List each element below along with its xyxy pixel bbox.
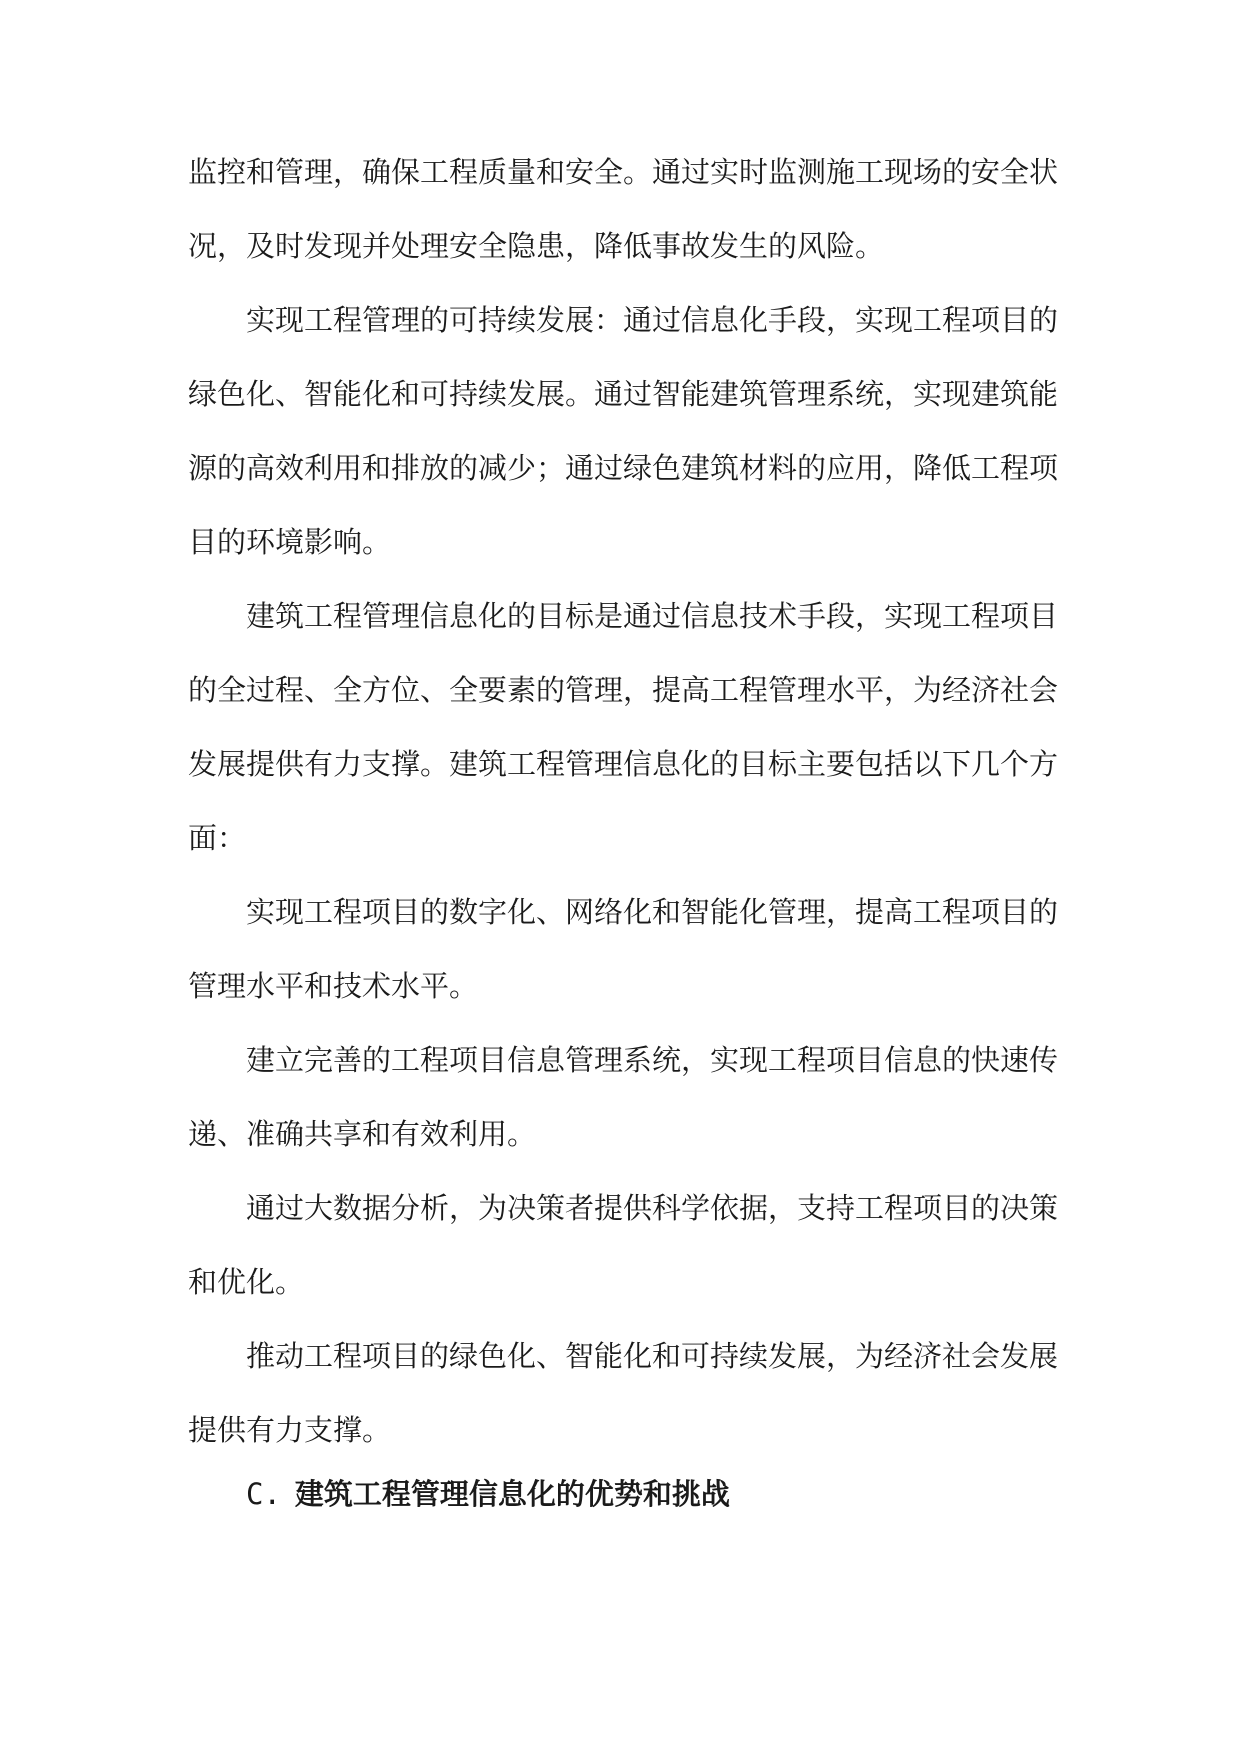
paragraph-3-line-2: 的全过程、全方位、全要素的管理，提高工程管理水平，为经济社会 <box>188 673 1059 707</box>
paragraph-4-line-2: 管理水平和技术水平。 <box>188 969 479 1003</box>
paragraph-3-line-1: 建筑工程管理信息化的目标是通过信息技术手段，实现工程项目 <box>246 599 1059 633</box>
section-heading <box>246 1474 730 1514</box>
paragraph-2-line-4: 目的环境影响。 <box>188 525 392 559</box>
paragraph-1-line-2: 况，及时发现并处理安全隐患，降低事故发生的风险。 <box>188 229 885 263</box>
paragraph-1-line-1: 监控和管理，确保工程质量和安全。通过实时监测施工现场的安全状 <box>188 155 1059 189</box>
paragraph-2-line-1: 实现工程管理的可持续发展：通过信息化手段，实现工程项目的 <box>246 303 1059 337</box>
paragraph-7-line-2: 提供有力支撑。 <box>188 1413 392 1447</box>
paragraph-5-line-1: 建立完善的工程项目信息管理系统，实现工程项目信息的快速传 <box>246 1043 1059 1077</box>
paragraph-3-line-4: 面： <box>188 821 247 855</box>
paragraph-4-line-1: 实现工程项目的数字化、网络化和智能化管理，提高工程项目的 <box>246 895 1059 929</box>
paragraph-2-line-3: 源的高效利用和排放的减少；通过绿色建筑材料的应用，降低工程项 <box>188 451 1059 485</box>
section-heading-marker: C. <box>246 1477 281 1511</box>
paragraph-5-line-2: 递、准确共享和有效利用。 <box>188 1117 537 1151</box>
paragraph-7-line-1: 推动工程项目的绿色化、智能化和可持续发展，为经济社会发展 <box>246 1339 1059 1373</box>
paragraph-6-line-2: 和优化。 <box>188 1265 305 1299</box>
section-heading-title: 建筑工程管理信息化的优势和挑战 <box>294 1477 730 1511</box>
paragraph-3-line-3: 发展提供有力支撑。建筑工程管理信息化的目标主要包括以下几个方 <box>188 747 1059 781</box>
paragraph-2-line-2: 绿色化、智能化和可持续发展。通过智能建筑管理系统，实现建筑能 <box>188 377 1059 411</box>
paragraph-6-line-1: 通过大数据分析，为决策者提供科学依据，支持工程项目的决策 <box>246 1191 1059 1225</box>
